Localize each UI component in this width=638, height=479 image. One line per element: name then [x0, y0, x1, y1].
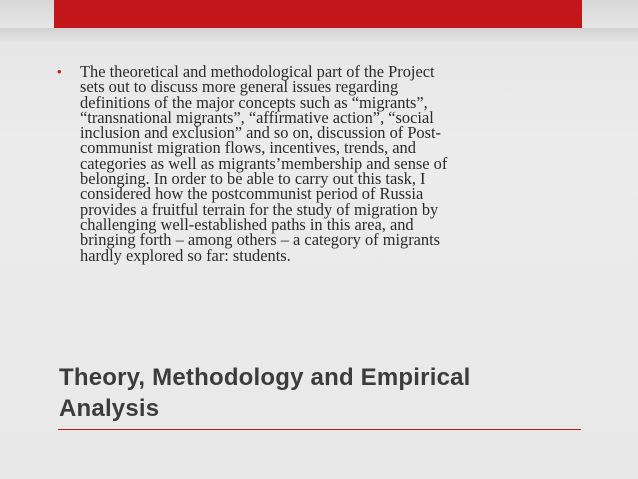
slide-title: Theory, Methodology and Empirical Analysis [59, 364, 471, 422]
top-shade-band [0, 28, 638, 42]
bullet-icon: • [57, 64, 62, 79]
top-accent-bar [54, 0, 582, 28]
title-underline [58, 429, 581, 430]
body-text-block [57, 64, 557, 263]
body-paragraph: The theoretical and methodological part of the Project sets out to discuss more general issues regarding definitions of the major concepts such as “migrants”, “transnational migrants”, “affirmative action”, “social inclusion and exclusion” and so on, discussion of Post- communist migration flows, incentives, trends, and categories as well as migrants’membership and sense of belonging. In order to be able to carry out this task, I considered how the postcommunist period of Russia provides a fruitful terrain for the study of migration by challenging well-established paths in this area, and bringing forth – among others – a category of migrants hardly explored so far: students. [80, 62, 448, 265]
